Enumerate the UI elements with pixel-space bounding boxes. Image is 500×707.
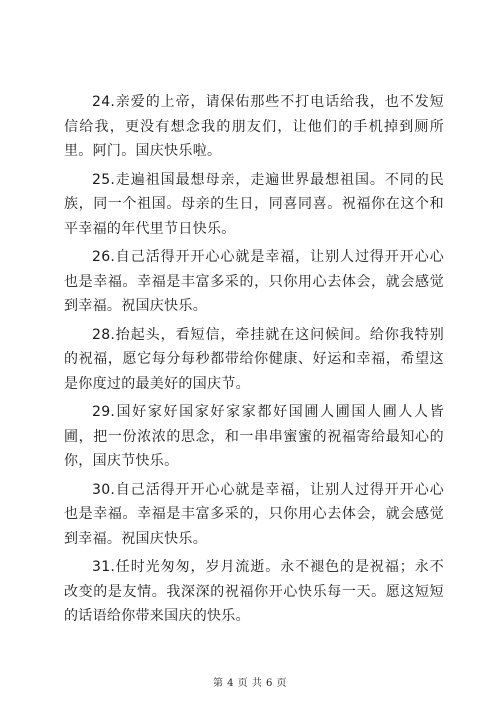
- page-footer: 第 4 页 共 6 页: [212, 678, 288, 689]
- paragraph-29: 29.国好家好国家好家家都好国圃人圃国人圃人人皆圃，把一份浓浓的思念，和一串串蜜蜜的祝福寄给最知心的你，国庆节快乐。: [64, 404, 444, 469]
- body-text: [64, 90, 444, 633]
- paragraph-30: 30.自己活得开开心心就是幸福，让别人过得开开心心也是幸福。幸福是丰富多采的，只你用心去体会，就会感觉到幸福。祝国庆快乐。: [64, 481, 444, 547]
- paragraph-28: 28.抬起头，看短信，牵挂就在这问候间。给你我特别的祝福，愿它每分每秒都带给你健康、好运和幸福，希望这是你度过的最美好的国庆节。: [64, 326, 444, 392]
- paragraph-24: 24.亲爱的上帝，请保佑那些不打电话给我，也不发短信给我，更没有想念我的朋友们，让他们的手机掉到厕所里。阿门。国庆快乐啦。: [64, 94, 444, 159]
- paragraph-25: 25.走遍祖国最想母亲，走遍世界最想祖国。不同的民族，同一个祖国。母亲的生日，同喜同喜。祝福你在这个和平幸福的年代里节日快乐。: [64, 171, 444, 237]
- paragraph-26: 26.自己活得开开心心就是幸福，让别人过得开开心心也是幸福。幸福是丰富多采的，只你用心去体会，就会感觉到幸福。祝国庆快乐。: [64, 249, 444, 314]
- paragraph-31: 31.任时光匆匆，岁月流逝。永不褪色的是祝福；永不改变的是友情。我深深的祝福你开心快乐每一天。愿这短短的话语给你带来国庆的快乐。: [64, 559, 444, 624]
